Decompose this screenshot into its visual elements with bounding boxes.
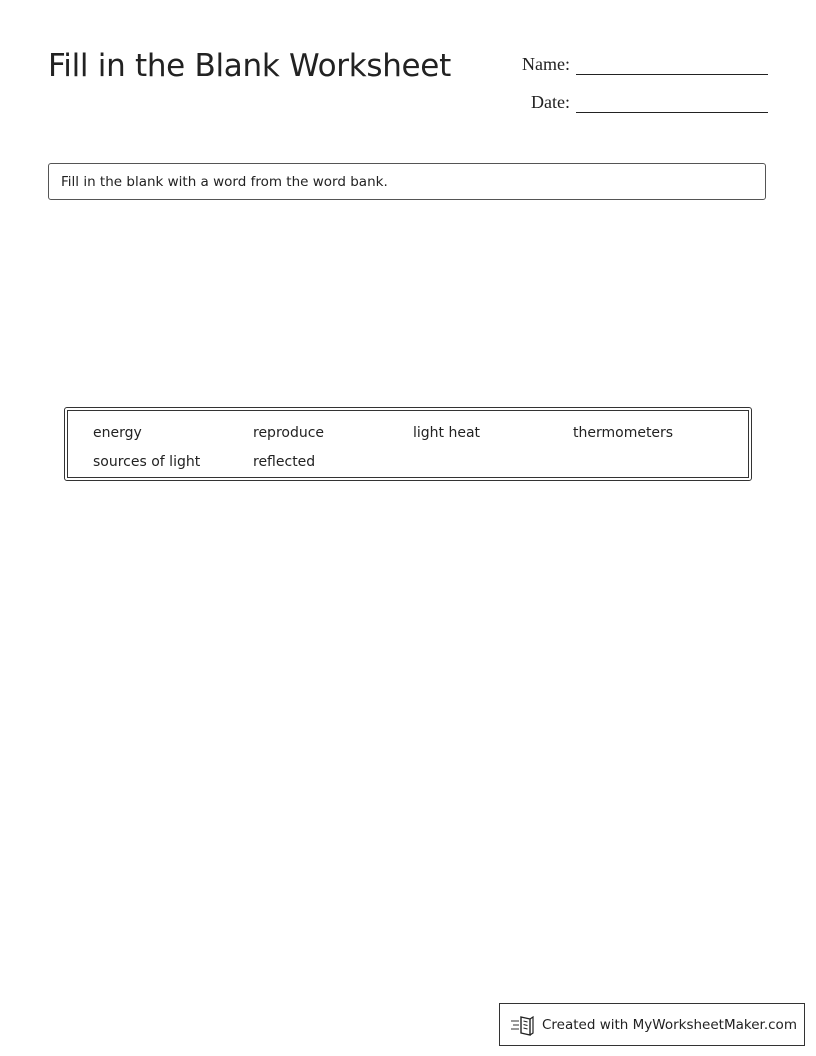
word-bank-grid	[93, 421, 748, 478]
date-field	[480, 90, 768, 113]
page-title: Fill in the Blank Worksheet	[48, 48, 451, 84]
footer-text: Created with MyWorksheetMaker.com	[542, 1016, 797, 1033]
word-bank-item: sources of light	[93, 453, 201, 470]
name-line	[576, 52, 768, 75]
word-bank-item: energy	[93, 425, 142, 441]
word-bank	[64, 407, 752, 481]
date-label: Date:	[531, 92, 570, 112]
worksheet-maker-logo-icon	[510, 1014, 536, 1036]
word-bank-item: thermometers	[573, 425, 674, 441]
word-bank-item: reflected	[253, 453, 316, 470]
name-label: Name:	[522, 54, 570, 74]
instructions-box	[48, 163, 766, 200]
footer-credit	[499, 1003, 805, 1046]
instructions-text: Fill in the blank with a word from the word bank.	[61, 173, 388, 190]
date-line	[576, 90, 768, 113]
word-bank-item: light heat	[413, 425, 481, 441]
word-bank-item: reproduce	[253, 425, 325, 441]
name-field	[480, 52, 768, 75]
